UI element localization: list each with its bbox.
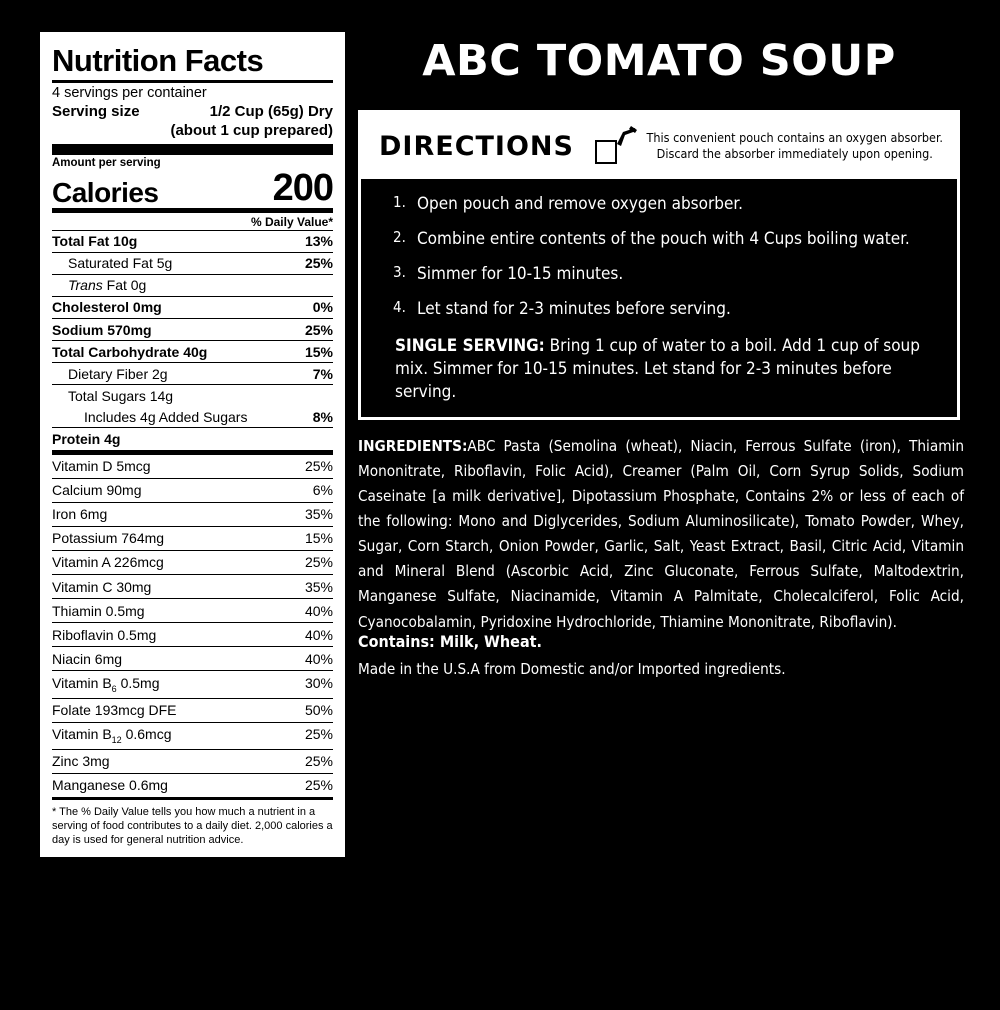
single-serving-label: SINGLE SERVING: (395, 336, 545, 357)
absorber-line-1: This convenient pouch contains an oxygen absorber. (646, 129, 943, 145)
nutrient-label: Total Carbohydrate 40g (52, 343, 208, 360)
nutrient-label: Total Sugars 14g (68, 387, 174, 404)
serving-size-note: (about 1 cup prepared) (170, 121, 333, 139)
nutrient-row (52, 428, 333, 449)
vitamin-label: Vitamin A 226mcg (52, 554, 164, 571)
vitamin-label: Zinc 3mg (52, 753, 110, 770)
daily-value-header: % Daily Value* (250, 214, 333, 229)
nutrient-label: Sodium 570mg (52, 321, 152, 338)
vitamin-row (52, 671, 333, 697)
directions-header (361, 113, 957, 179)
vitamin-label: Niacin 6mg (52, 650, 123, 667)
vitamin-row (52, 455, 333, 478)
vitamin-dv: 40% (304, 626, 333, 643)
nutrient-label: Total Fat 10g (52, 233, 138, 250)
oxygen-absorber-icon (591, 124, 639, 168)
vitamin-row (52, 527, 333, 550)
daily-value-footnote: * The % Daily Value tells you how much a nutrient in a serving of food contributes to a daily diet. 2,000 calories a day is used for general nutrition advice. (52, 805, 333, 847)
vitamin-dv: 25% (304, 554, 333, 571)
nutrient-dv: 8% (312, 408, 333, 425)
vitamin-dv: 40% (304, 650, 333, 667)
nutrient-label: Cholesterol 0mg (52, 299, 162, 316)
nutrient-row (52, 275, 333, 296)
vitamin-row (52, 599, 333, 622)
list-item: Simmer for 10-15 minutes. (417, 264, 624, 285)
nutrient-label: Protein 4g (52, 430, 121, 447)
vitamin-dv: 50% (304, 702, 333, 719)
calories-value: 200 (272, 166, 333, 209)
vitamin-dv: 35% (304, 506, 333, 523)
ingredients-heading: INGREDIENTS: (358, 437, 468, 455)
vitamin-dv: 25% (304, 726, 333, 743)
vitamin-label: Iron 6mg (52, 506, 108, 523)
list-item: Open pouch and remove oxygen absorber. (417, 194, 743, 214)
nutrient-dv: 0% (312, 299, 333, 316)
oxygen-absorber-note (591, 124, 943, 168)
nutrition-facts-panel (40, 32, 345, 857)
servings-per-container: 4 servings per container (52, 85, 207, 101)
calories-row (52, 166, 333, 209)
vitamin-label: Thiamin 0.5mg (52, 602, 145, 619)
vitamin-label: Calcium 90mg (52, 482, 142, 499)
vitamin-dv: 40% (304, 602, 333, 619)
vitamin-label: Manganese 0.6mg (52, 777, 168, 794)
nutrient-label: Includes 4g Added Sugars (84, 408, 248, 425)
nutrient-row (52, 406, 333, 427)
nutrient-row (52, 363, 333, 384)
vitamin-row (52, 551, 333, 574)
absorber-line-2: Discard the absorber immediately upon opening. (656, 146, 933, 161)
nutrient-dv: 25% (304, 255, 333, 272)
made-in-statement: Made in the U.S.A from Domestic and/or Imported ingredients. (358, 660, 786, 678)
vitamin-row (52, 699, 333, 722)
page-title: ABC TOMATO SOUP (422, 36, 896, 86)
vitamin-row (52, 750, 333, 773)
nutrient-row (52, 385, 333, 406)
nutrient-row (52, 253, 333, 274)
vitamin-dv: 30% (304, 674, 333, 691)
vitamin-dv: 25% (304, 458, 333, 475)
nutrient-row (52, 297, 333, 318)
nutrient-label: Dietary Fiber 2g (68, 365, 168, 382)
vitamin-dv: 15% (304, 530, 333, 547)
vitamin-dv: 35% (304, 578, 333, 595)
divider-thick (52, 144, 333, 155)
vitamin-label: Vitamin $B_6$ 0.5mg (52, 674, 160, 694)
nutrient-row (52, 341, 333, 362)
ingredients-block (358, 434, 964, 635)
vitamin-dv: 25% (304, 777, 333, 794)
amount-per-serving: Amount per serving (52, 156, 161, 169)
serving-size-value: 1/2 Cup (65g) Dry (209, 103, 333, 121)
nutrient-dv: 7% (312, 365, 333, 382)
nutrient-row (52, 231, 333, 252)
single-serving-text: Bring 1 cup of water to a boil. Add 1 cup of soup mix. Simmer for 10-15 minutes. Let stand for 2-3 minutes before serving. (395, 336, 920, 403)
directions-steps (361, 193, 957, 333)
vitamin-row (52, 723, 333, 749)
vitamin-label: Folate 193mcg DFE (52, 702, 177, 719)
vitamin-row (52, 575, 333, 598)
directions-title: DIRECTIONS (379, 130, 574, 162)
vitamin-row (52, 623, 333, 646)
vitamin-label: Vitamin D 5mcg (52, 458, 151, 475)
nutrient-label: Trans Fat 0g (68, 277, 147, 294)
vitamin-row (52, 479, 333, 502)
serving-size-row (52, 103, 333, 122)
nutrient-dv: 25% (304, 321, 333, 338)
vitamin-label: Vitamin C 30mg (52, 578, 152, 595)
list-item: Combine entire contents of the pouch with 4 Cups boiling water. (417, 229, 910, 250)
directions-box (358, 110, 960, 420)
nutrient-row (52, 319, 333, 340)
nutrition-facts-title: Nutrition Facts (52, 43, 264, 78)
list-item: Let stand for 2-3 minutes before serving. (417, 299, 731, 320)
vitamin-row (52, 774, 333, 797)
vitamin-row (52, 647, 333, 670)
vitamin-label: Riboflavin 0.5mg (52, 626, 157, 643)
single-serving-note (361, 333, 957, 404)
vitamin-row (52, 503, 333, 526)
serving-size-label: Serving size (52, 103, 140, 121)
nutrient-label: Saturated Fat 5g (68, 255, 173, 272)
ingredients-text: ABC Pasta (Semolina (wheat), Niacin, Ferrous Sulfate (iron), Thiamin Mononitrate, Riboflavin, Folic Acid), Creamer (Palm Oil, Corn Syrup Solids, Sodium Caseinate [a milk derivative], Dipotassium Phosphate, Contains 2% or less of each of the following: Mono and Diglycerides, Sodium Aluminosilicate), Tomato Powder, Whey, Sugar, Corn Starch, Onion Powder, Garlic, Salt, Yeast Extract, Basil, Citric Acid, Vitamin and Mineral Blend (Ascorbic Acid, Zinc Gluconate, Ferrous Sulfate, Maltodextrin, Manganese Sulfate, Niacinamide, Vitamin A Palmitate, Cholecalciferol, Folic Acid, Cyanocobalamin, Pyridoxine Hydrochloride, Thiamine Mononitrate, Riboflavin). (358, 437, 964, 631)
vitamin-label: Vitamin $B_{12}$ 0.6mcg (52, 726, 172, 745)
allergen-contains: Contains: Milk, Wheat. (358, 632, 543, 651)
vitamin-label: Potassium 764mg (52, 530, 165, 547)
nutrient-dv: 13% (304, 233, 333, 250)
oxygen-absorber-text (647, 130, 943, 163)
nutrient-dv: 15% (304, 343, 333, 360)
calories-label: Calories (52, 176, 159, 208)
vitamin-dv: 25% (304, 753, 333, 770)
vitamin-dv: 6% (312, 482, 333, 499)
